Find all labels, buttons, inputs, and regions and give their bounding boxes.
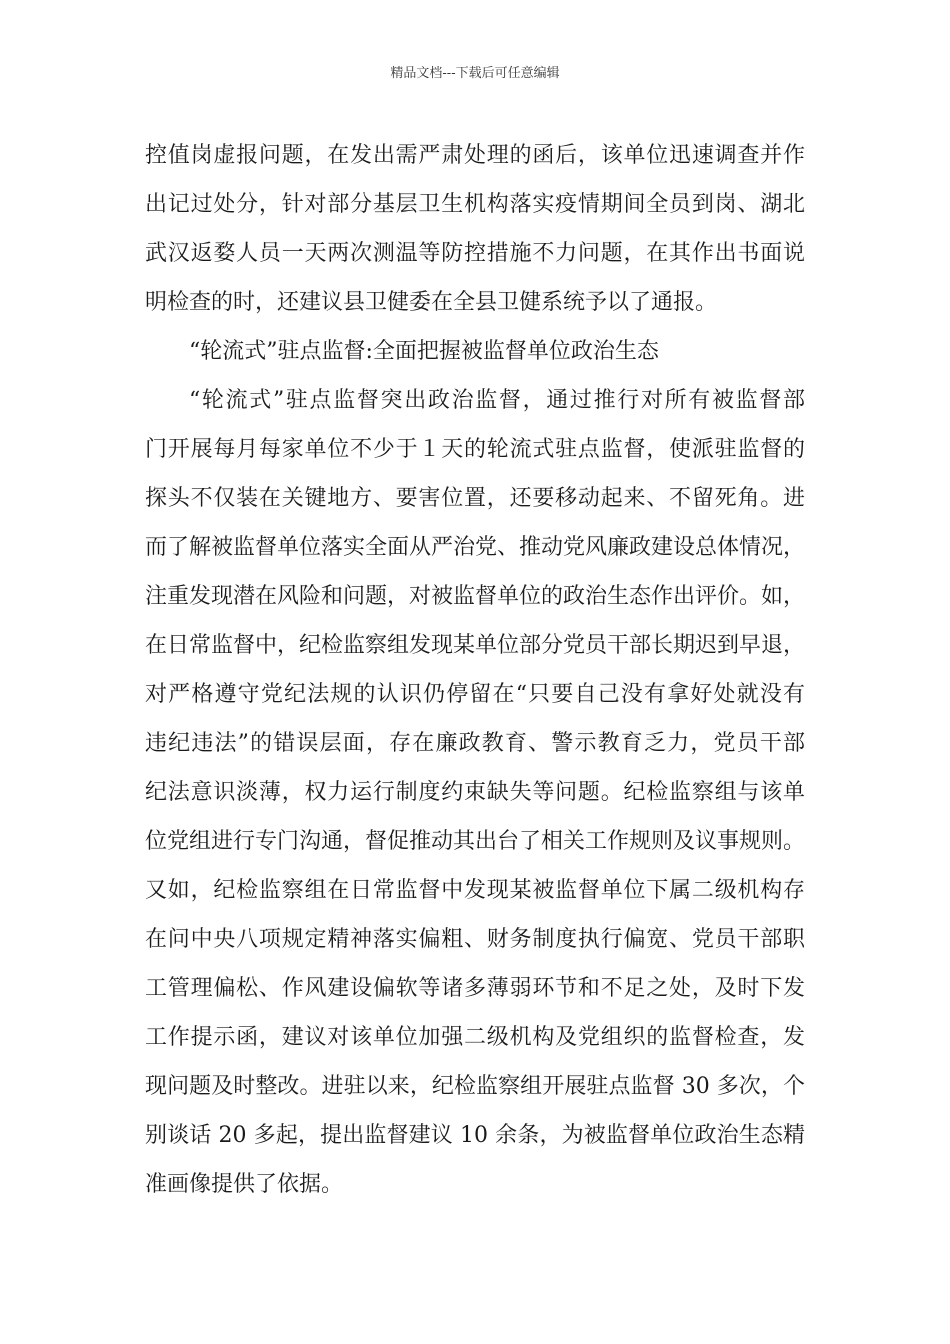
text-line: 违纪违法”的错误层面，存在廉政教育、警示教育乏力，党员干部 bbox=[145, 731, 805, 756]
text-line: 在日常监督中，纪检监察组发现某单位部分党员干部长期迟到早退， bbox=[145, 633, 806, 658]
page-header: 精品文档---下载后可任意编辑 bbox=[390, 66, 560, 81]
text-line: 门开展每月每家单位不少于１天的轮流式驻点监督，使派驻监督的 bbox=[145, 437, 805, 462]
text-line: 注重发现潜在风险和问题，对被监督单位的政治生态作出评价。如， bbox=[145, 584, 806, 609]
text-line: 控值岗虚报问题，在发出需严肃处理的函后，该单位迅速调查并作 bbox=[145, 143, 805, 168]
text-line: 纪法意识淡薄，权力运行制度约束缺失等问题。纪检监察组与该单 bbox=[145, 780, 805, 805]
text-line: 准画像提供了依据。 bbox=[145, 1172, 344, 1197]
text-line: 在问中央八项规定精神落实偏粗、财务制度执行偏宽、党员干部职 bbox=[145, 927, 805, 952]
text-line: 位党组进行专门沟通，督促推动其出台了相关工作规则及议事规则。 bbox=[145, 829, 806, 854]
text-line: 出记过处分，针对部分基层卫生机构落实疫情期间全员到岗、湖北 bbox=[145, 192, 805, 217]
text-line: 武汉返婺人员一天两次测温等防控措施不力问题，在其作出书面说 bbox=[145, 241, 805, 266]
text-line: 现问题及时整改。进驻以来，纪检监察组开展驻点监督 30 多次，个 bbox=[145, 1074, 805, 1099]
text-line: 明检查的时，还建议县卫健委在全县卫健系统予以了通报。 bbox=[145, 290, 718, 315]
text-line: 工管理偏松、作风建设偏软等诸多薄弱环节和不足之处，及时下发 bbox=[145, 976, 805, 1001]
text-line: 又如，纪检监察组在日常监督中发现某被监督单位下属二级机构存 bbox=[145, 878, 805, 903]
text-line: 别谈话 20 多起，提出监督建议 10 余条，为被监督单位政治生态精 bbox=[145, 1123, 805, 1148]
text-line: 探头不仅装在关键地方、要害位置，还要移动起来、不留死角。进 bbox=[145, 486, 805, 511]
section-heading: “轮流式”驻点监督:全面把握被监督单位政治生态 bbox=[189, 339, 659, 364]
text-line: 而了解被监督单位落实全面从严治党、推动党风廉政建设总体情况， bbox=[145, 535, 806, 560]
text-line: 对严格遵守党纪法规的认识仍停留在“只要自己没有拿好处就没有 bbox=[145, 682, 805, 707]
text-line: 工作提示函，建议对该单位加强二级机构及党组织的监督检查，发 bbox=[145, 1025, 805, 1050]
text-line: “轮流式”驻点监督突出政治监督，通过推行对所有被监督部 bbox=[189, 388, 805, 413]
